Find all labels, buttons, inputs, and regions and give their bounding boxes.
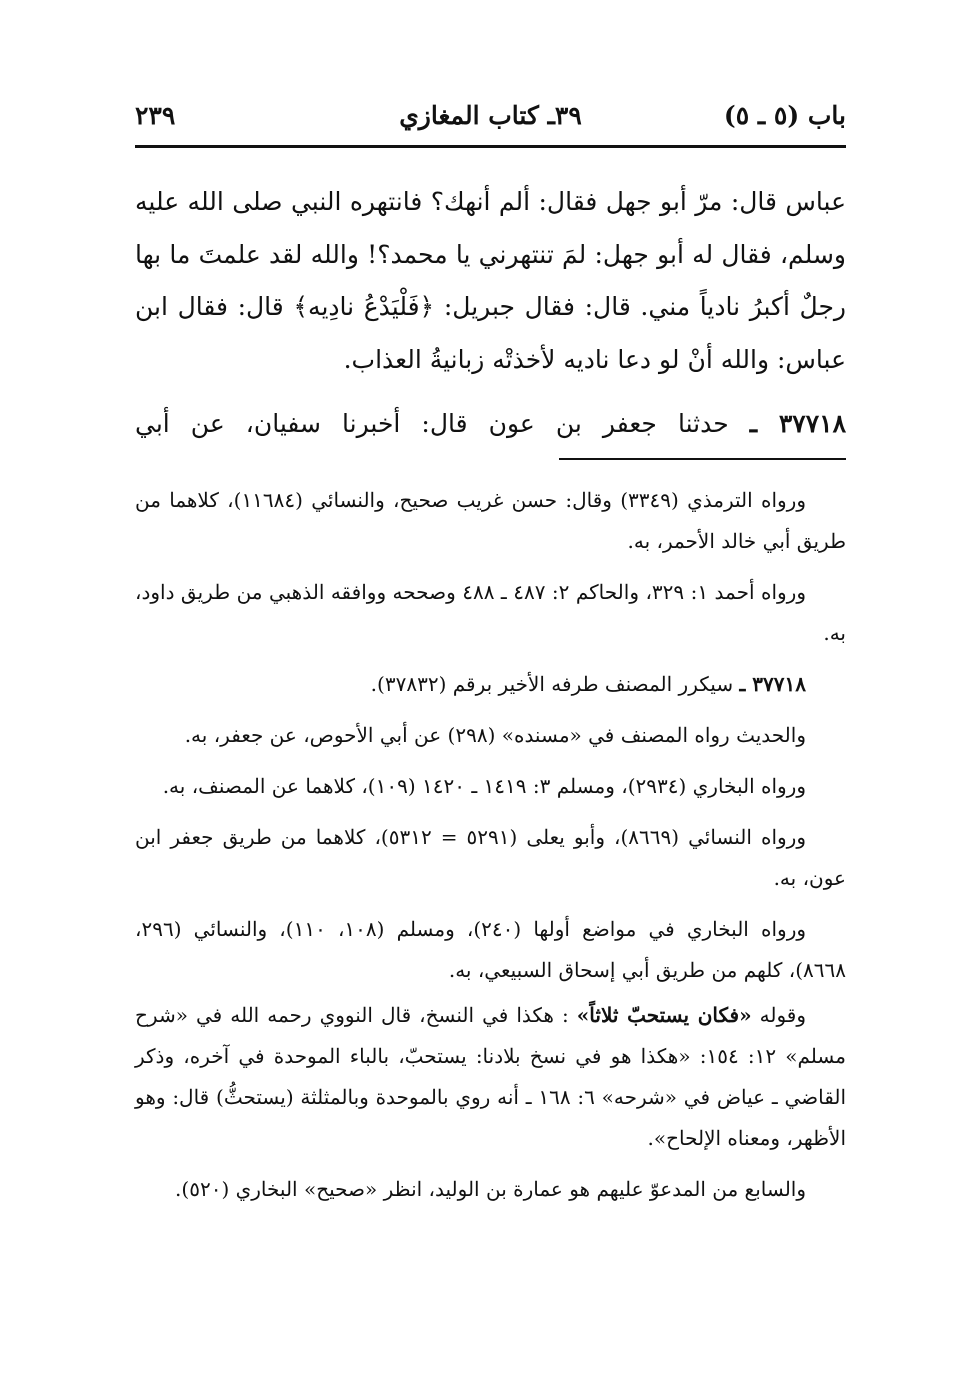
footnote-8-intro: وقوله (759, 1003, 806, 1027)
hadith-start (135, 398, 846, 451)
footnote-8-quote: «فكان يستحبّ ثلاثاً» (576, 1003, 752, 1027)
main-paragraph: عباس قال: مرّ أبو جهل فقال: ألم أنهك؟ فانتهره النبي صلى الله عليه وسلم، فقال له أبو جهل: لمَ تنتهرني يا محمد؟! والله لقد علمتَ ما بها رجلٌ أكبرُ نادياً مني. قال: فقال جبريل: ﴿فَلْيَدْعُ نادِيه﴾ قال: فقال ابن عباس: والله أنْ لو دعا ناديه لأخذتْه زبانيةُ العذاب. (135, 187, 846, 374)
footnote-3 (135, 664, 846, 705)
footnote-2: ورواه أحمد ١: ٣٢٩، والحاكم ٢: ٤٨٧ ـ ٤٨٨ وصححه ووافقه الذهبي من طريق داود، به. (135, 580, 846, 645)
footnote-4: والحديث رواه المصنف في «مسنده» (٢٩٨) عن أبي الأحوص، عن جعفر، به. (184, 723, 806, 747)
footnote-6: ورواه النسائي (٨٦٦٩)، وأبو يعلى (٥٢٩١ = ٥٣١٢)، كلاهما من طريق جعفر ابن عون، به. (135, 825, 846, 890)
hadith-text: حدثنا جعفر بن عون قال: أخبرنا سفيان، عن أبي (135, 409, 729, 438)
header-divider (135, 145, 846, 148)
page-header (135, 96, 846, 142)
footnotes (135, 480, 846, 1220)
footnote-8-text: : هكذا في النسخ، قال النووي رحمه الله في «شرح مسلم» ١٢: ١٥٤: «هكذا هو في نسخ بلادنا: يستحبّ، بالباء الموحدة في آخره، وذكر القاضي ـ عياض في «شرحه» ٦: ١٦٨ ـ أنه روي بالموحدة وبالمثلثة (يستحثُّ) قال: وهو الأظهر، ومعناه الإلحاح». (135, 1003, 846, 1150)
footnote-hadith-number: ٣٧٧١٨ ـ (739, 672, 806, 696)
footnote-3-text: سيكرر المصنف طرفه الأخير برقم (٣٧٨٣٢). (370, 672, 734, 696)
footnote-1: ورواه الترمذي (٣٣٤٩) وقال: حسن غريب صحيح، والنسائي (١١٦٨٤)، كلاهما من طريق أبي خالد الأحمر، به. (135, 488, 846, 553)
footnote-divider (559, 458, 846, 460)
section-label: باب (٥ ـ ٥) (723, 101, 846, 130)
footnote-8 (135, 995, 846, 1159)
main-text (135, 176, 846, 451)
hadith-number: ٣٧٧١٨ ـ (749, 409, 846, 438)
page-number: ٢٣٩ (135, 101, 176, 130)
footnote-7: ورواه البخاري في مواضع أولها (٢٤٠)، ومسلم (١٠٨، ١١٠)، والنسائي (٢٩٦، ٨٦٦٨)، كلهم من طريق أبي إسحاق السبيعي، به. (135, 917, 846, 982)
chapter-title: ٣٩ـ كتاب المغازي (399, 101, 582, 130)
footnote-9: والسابع من المدعوّ عليهم هو عمارة بن الوليد، انظر «صحيح» البخاري (٥٢٠). (175, 1177, 806, 1201)
footnote-5: ورواه البخاري (٢٩٣٤)، ومسلم ٣: ١٤١٩ ـ ١٤٢٠ (١٠٩)، كلاهما عن المصنف، به. (162, 774, 806, 798)
